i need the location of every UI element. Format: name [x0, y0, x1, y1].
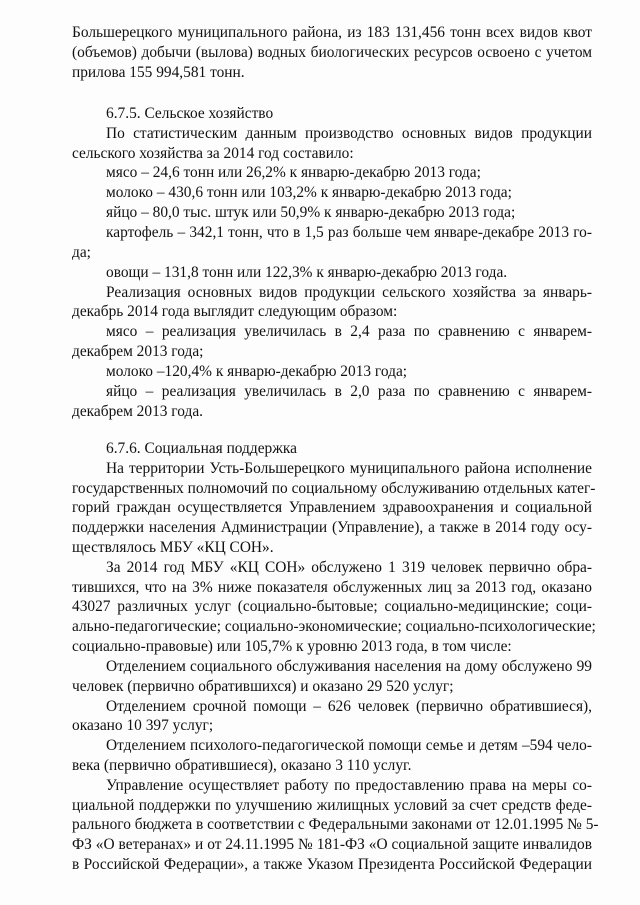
list-item: мясо – реализация увеличилась в 2,4 раза по сравнению с январем-	[106, 323, 592, 340]
text-line: Отделением срочной помощи – 626 человек (первично обратившиеся),	[106, 698, 592, 715]
text-line: Отделением психолого-педагогической помощи семье и детям –594 чело-	[106, 737, 592, 754]
text-line: (объемов) добычи (вылова) водных биологических ресурсов освоено с учетом	[72, 44, 592, 61]
list-item: молоко –120,4% к январю-декабрю 2013 года;	[106, 363, 408, 380]
section-heading-agriculture: 6.7.5. Сельское хозяйство	[106, 105, 274, 122]
list-item: мясо – 24,6 тонн или 26,2% к январю-декабрю 2013 года;	[106, 164, 481, 181]
text-line: циальной поддержки по улучшению жилищных условий за счет средств феде-	[72, 797, 592, 814]
text-line: сельского хозяйства за 2014 год составило:	[72, 145, 354, 162]
text-line: 43027 различных услуг (социально-бытовые; социально-медицинские; соци-	[72, 598, 592, 615]
text-line: оказано 10 397 услуг;	[72, 717, 214, 734]
text-line: ФЗ «О ветеранах» и от 24.11.1995 № 181-ФЗ «О социальной защите инвалидов	[72, 836, 592, 853]
text-line: За 2014 год МБУ «КЦ СОН» обслужено 1 319 человек первично обра-	[106, 559, 592, 576]
text-line: декабрем 2013 года;	[72, 343, 204, 360]
list-item: картофель – 342,1 тонн, что в 1,5 раз больше чем январе-декабре 2013 го-	[106, 224, 592, 241]
text-line: государственных полномочий по социальному обслуживанию отдельных катег-	[72, 480, 596, 497]
text-line: Отделением социального обслуживания населения на дому обслужено 99	[106, 658, 592, 675]
text-line: социально-правовые) или 105,7% к уровню 2013 года, в том числе:	[72, 638, 512, 655]
text-line: На территории Усть-Большерецкого муниципального района исполнение	[106, 460, 592, 477]
list-item: яйцо – 80,0 тыс. штук или 50,9% к январю-декабрю 2013 года;	[106, 204, 516, 221]
text-line: ществлялось МБУ «КЦ СОН».	[72, 539, 274, 556]
text-line: Реализация основных видов продукции сельского хозяйства за январь-	[106, 284, 592, 301]
text-line: человек (первично обратившихся) и оказано 29 520 услуг;	[72, 678, 454, 695]
text-line: ально-педагогические; социально-экономические; социально-психологические;	[72, 618, 596, 635]
text-line: в Российской Федерации», а также Указом Президента Российской Федерации	[72, 856, 592, 873]
text-line: да;	[72, 244, 91, 261]
text-line: горий граждан осуществляется Управлением здравоохранения и социальной	[72, 499, 592, 516]
text-line: декабрь 2014 года выглядит следующим образом:	[72, 303, 398, 320]
text-line: Большерецкого муниципального района, из 183 131,456 тонн всех видов квот	[72, 24, 592, 41]
text-line: тившихся, что на 3% ниже показателя обслуженных лиц за 2013 год, оказано	[72, 579, 592, 596]
text-line: века (первично обратившиеся), оказано 3 110 услуг.	[72, 757, 412, 774]
section-heading-social-support: 6.7.6. Социальная поддержка	[106, 440, 297, 457]
list-item: овощи – 131,8 тонн или 122,3% к январю-декабрю 2013 года.	[106, 264, 508, 281]
text-line: рального бюджета в соответствии с Федеральными законами от 12.01.1995 № 5-	[72, 816, 599, 833]
text-line: По статистическим данным производство основных видов продукции	[106, 125, 592, 142]
text-line: поддержки населения Администрации (Управление), а также в 2014 году осу-	[72, 519, 592, 536]
text-line: Управление осуществляет работу по предоставлению права на меры со-	[106, 777, 592, 794]
text-line: прилова 155 994,581 тонн.	[72, 64, 245, 81]
list-item: яйцо – реализация увеличилась в 2,0 раза по сравнению с январем-	[106, 383, 592, 400]
list-item: молоко – 430,6 тонн или 103,2% к январю-декабрю 2013 года;	[106, 184, 512, 201]
text-line: декабрем 2013 года.	[72, 403, 204, 420]
